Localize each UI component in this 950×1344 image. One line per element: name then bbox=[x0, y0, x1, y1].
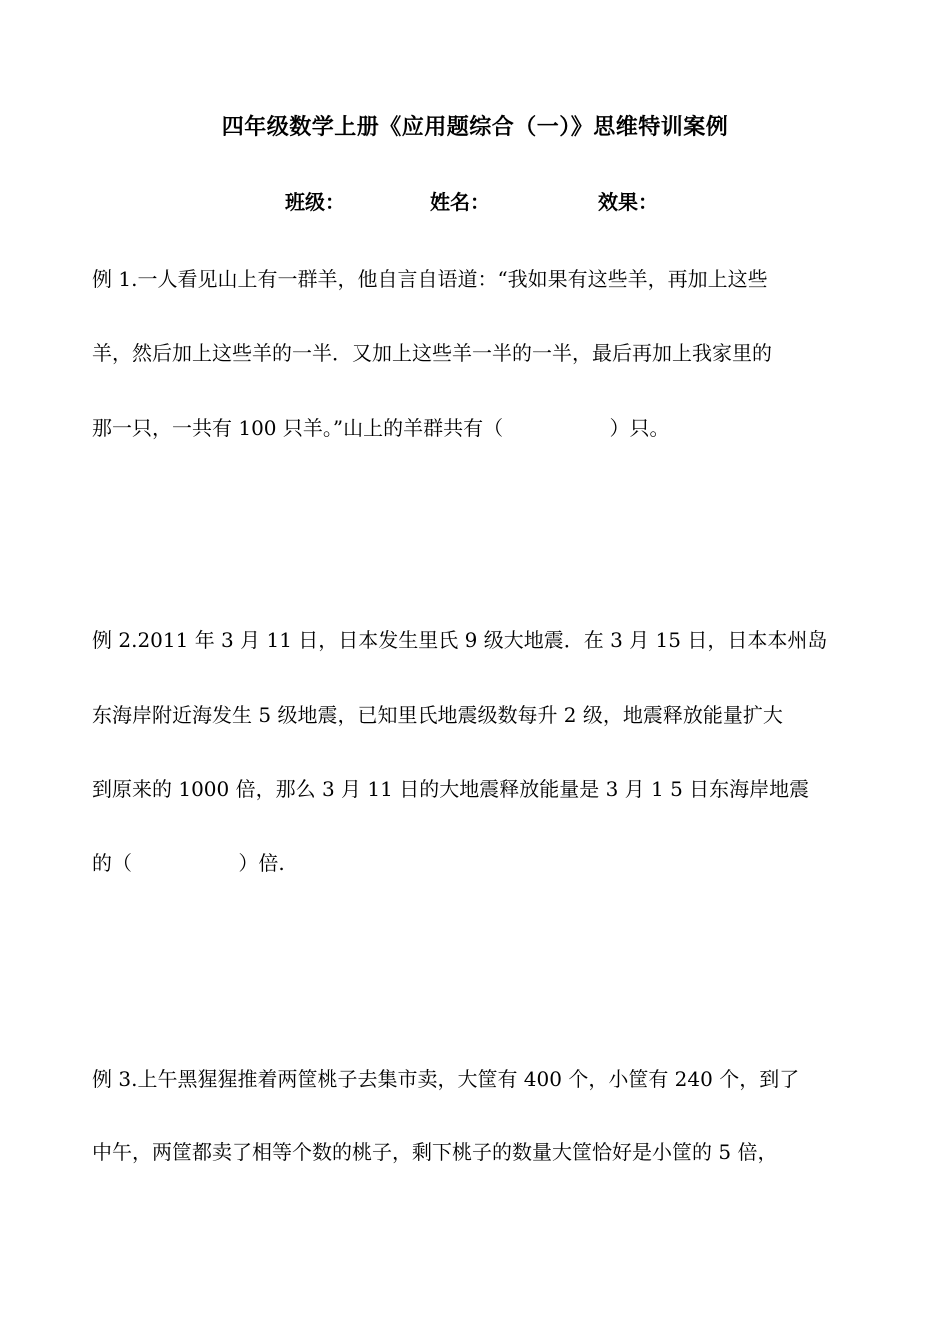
effect-label: 效果： bbox=[598, 190, 658, 214]
problem-2-line-1: 例 2.2011 年 3 月 11 日，日本发生里氏 9 级大地震．在 3 月 15 日，日本本州岛 bbox=[92, 628, 828, 652]
problem-2-line-3: 到原来的 1000 倍，那么 3 月 11 日的大地震释放能量是 3 月 1 5 日东海岸地震 bbox=[92, 777, 810, 801]
student-info-row bbox=[0, 186, 950, 216]
problem-2-line-2: 东海岸附近海发生 5 级地震，已知里氏地震级数每升 2 级，地震释放能量扩大 bbox=[92, 703, 783, 727]
problem-3-line-2: 中午，两筐都卖了相等个数的桃子，剩下桃子的数量大筐恰好是小筐的 5 倍， bbox=[92, 1140, 778, 1164]
problem-1-line-1: 例 1.一人看见山上有一群羊，他自言自语道：“我如果有这些羊，再加上这些 bbox=[92, 267, 768, 291]
problem-1-line-3: 那一只，一共有 100 只羊。”山上的羊群共有（ ）只。 bbox=[92, 416, 670, 440]
problem-2-line-4: 的（ ）倍. bbox=[92, 851, 285, 875]
page-title: 四年级数学上册《应用题综合（一）》思维特训案例 bbox=[221, 115, 729, 140]
problem-3-line-1: 例 3.上午黑猩猩推着两筐桃子去集市卖，大筐有 400 个，小筐有 240 个，到了 bbox=[92, 1067, 800, 1091]
class-label: 班级： bbox=[285, 190, 345, 214]
name-label: 姓名： bbox=[430, 190, 490, 214]
problem-1-line-2: 羊，然后加上这些羊的一半．又加上这些羊一半的一半，最后再加上我家里的 bbox=[92, 341, 772, 365]
